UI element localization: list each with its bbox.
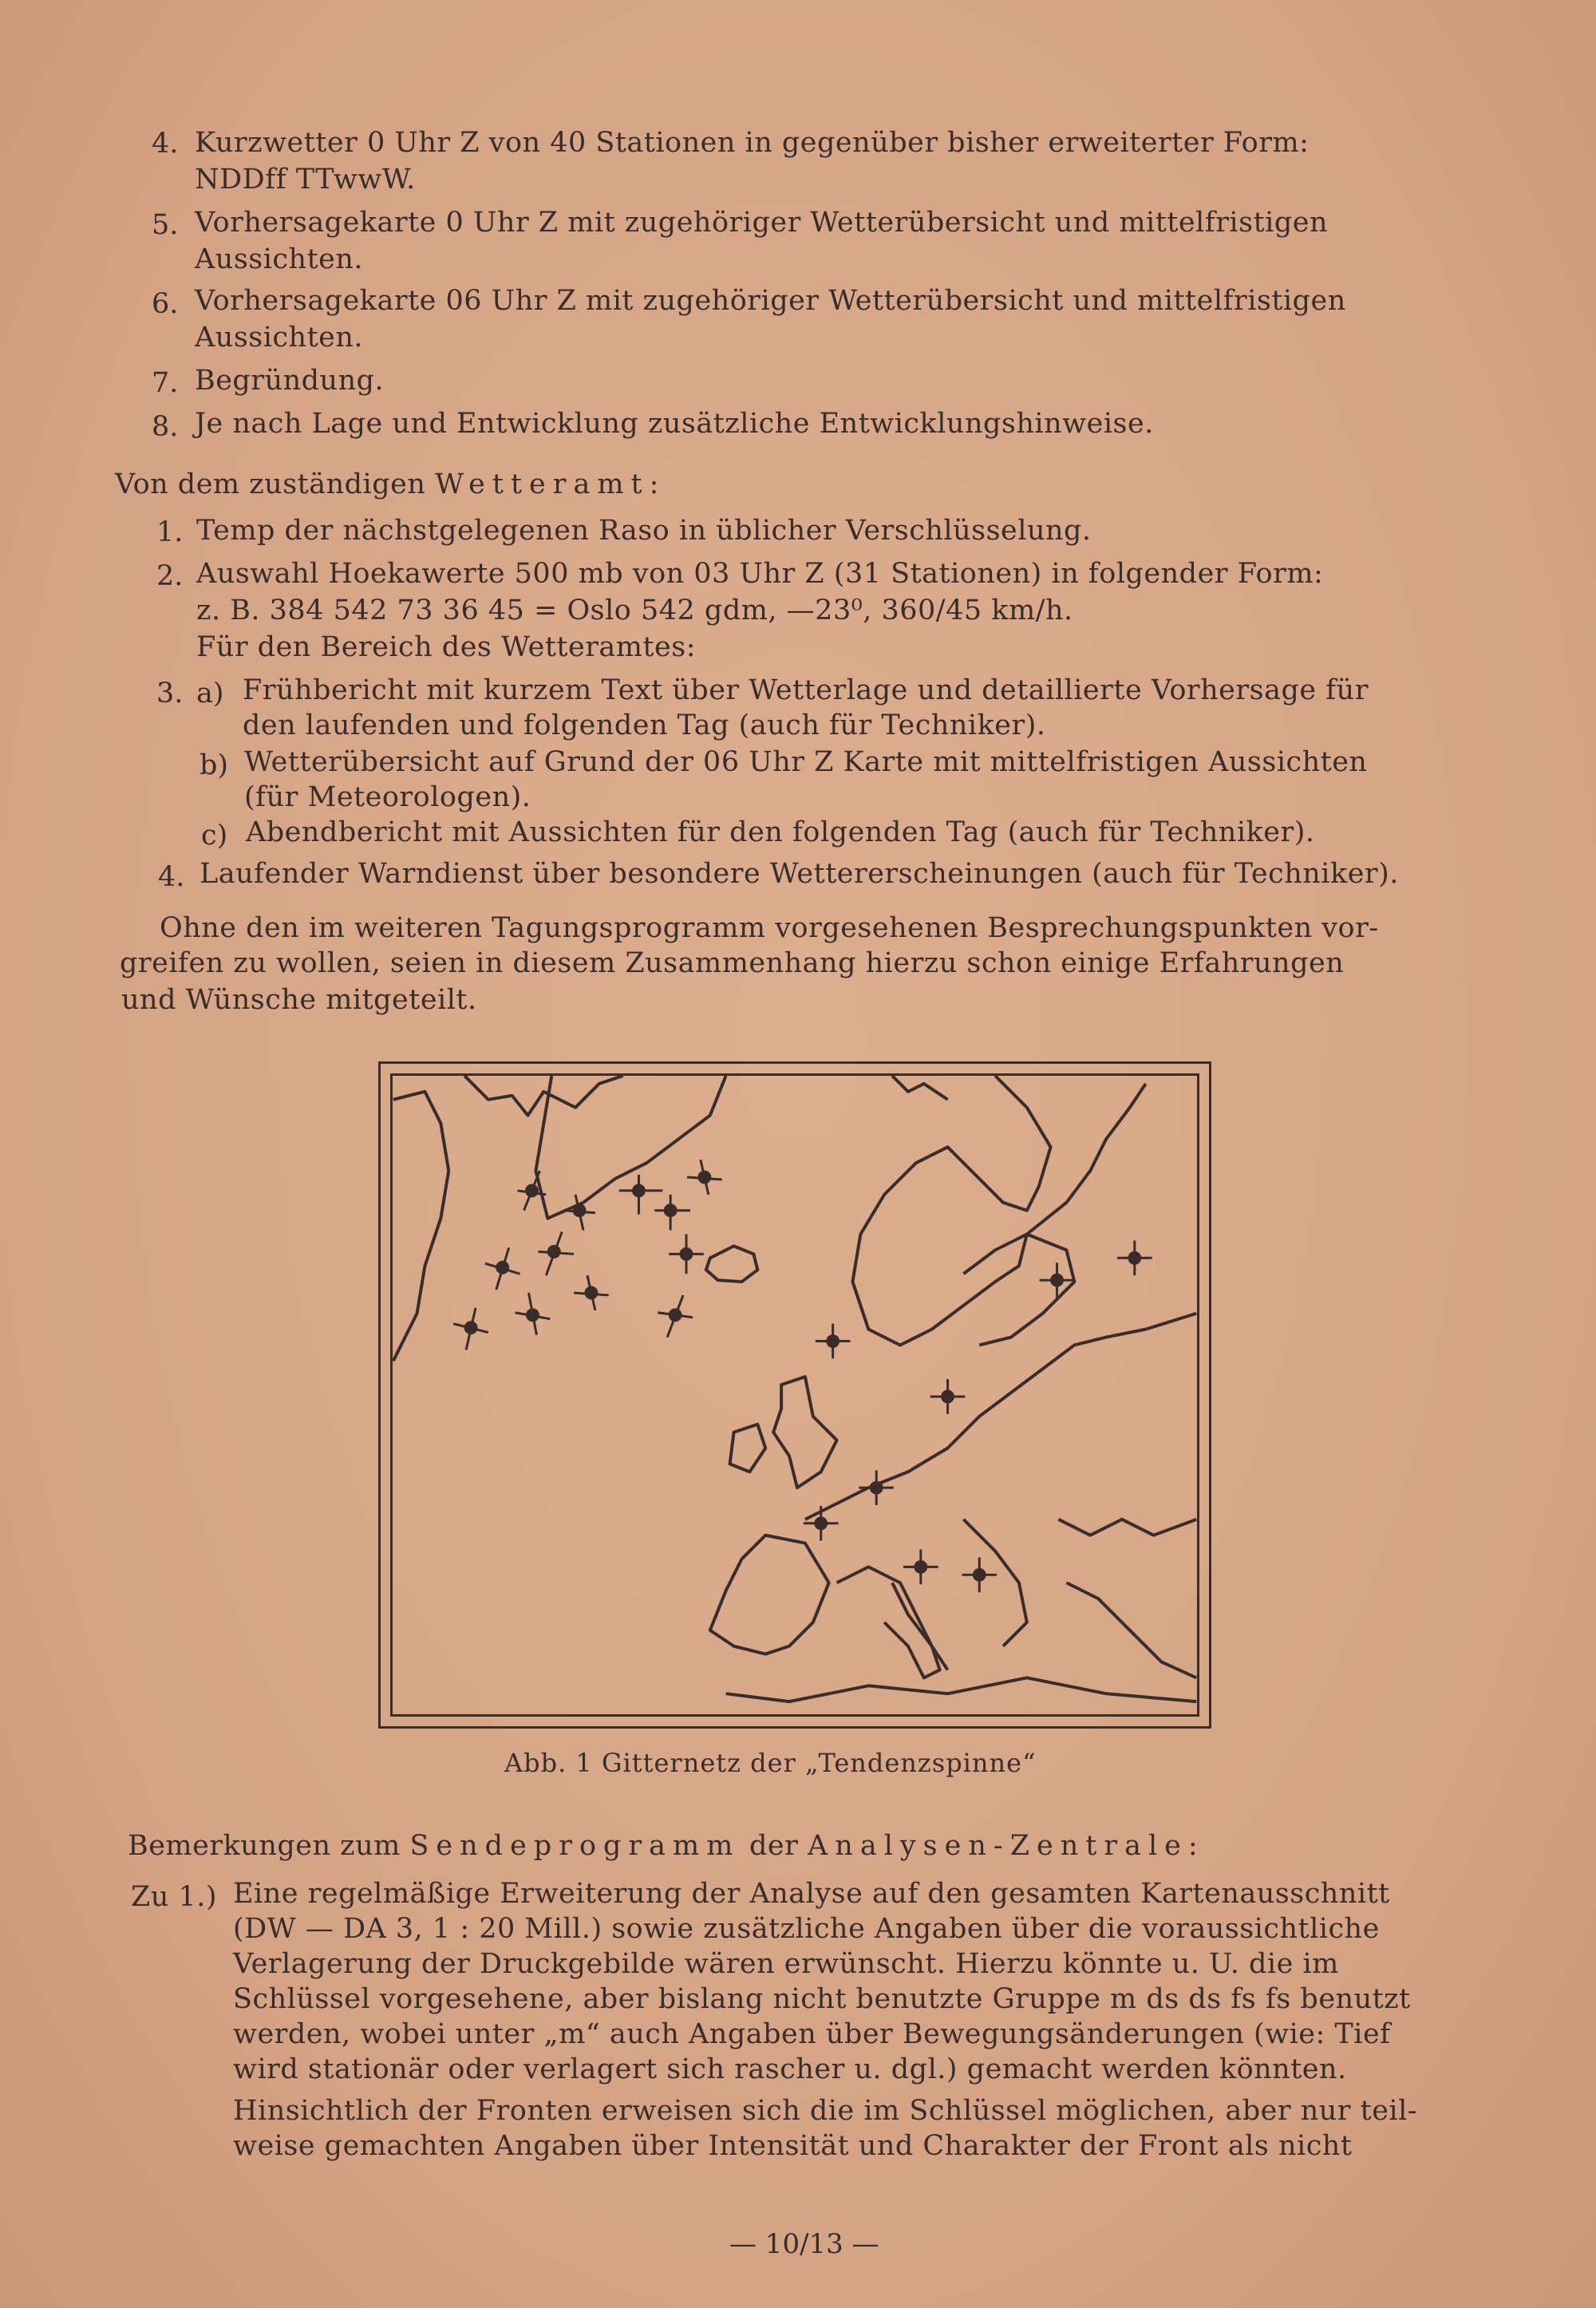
coastline-continent [710, 1314, 1196, 1701]
list-item-number: 2. [156, 560, 184, 592]
map-frame [390, 1073, 1199, 1717]
list-item-number: 6. [152, 288, 179, 320]
list-item-text: z. B. 384 542 73 36 45 = Oslo 542 gdm, —23⁰, 360/45 km/h. [196, 595, 1073, 626]
sub-item-text: Abendbericht mit Aussichten für den folgenden Tag (auch für Techniker). [246, 816, 1315, 848]
list-item-text: Kurzwetter 0 Uhr Z von 40 Stationen in gegenüber bisher erweiterter Form: [195, 127, 1310, 159]
remark-line: Verlagerung der Druckgebilde wären erwünscht. Hierzu könnte u. U. die im [233, 1948, 1339, 1980]
sub-item-text: Frühbericht mit kurzem Text über Wetterlage und detaillierte Vorhersage für [243, 674, 1369, 706]
station-marker [962, 1557, 997, 1592]
list-item-number: 4. [152, 128, 179, 160]
paragraph-line: Ohne den im weiteren Tagungsprogramm vorgesehenen Besprechungspunkten vor- [160, 912, 1379, 944]
map-figure [378, 1061, 1211, 1729]
list-item-text: Vorhersagekarte 0 Uhr Z mit zugehöriger Wetterübersicht und mittelfristigen [195, 207, 1328, 239]
station-marker [538, 1232, 574, 1276]
remark-line: Schlüssel vorgesehene, aber bislang nicht benutzte Gruppe m ds ds fs fs benutzt [233, 1983, 1411, 2015]
remark-line: Hinsichtlich der Fronten erweisen sich die im Schlüssel möglichen, aber nur teil- [233, 2095, 1418, 2127]
list-item-text: Laufender Warndienst über besondere Wettererscheinungen (auch für Techniker). [200, 858, 1399, 890]
station-marker [1117, 1240, 1152, 1275]
sub-item-text: (für Meteorologen). [244, 781, 531, 813]
station-marker [1040, 1263, 1075, 1298]
list-item-text: Begründung. [195, 365, 385, 397]
station-marker [485, 1247, 520, 1290]
station-marker [859, 1470, 894, 1505]
section-heading: Bemerkungen zum Sendeprogramm der Analysen-Zentrale: [128, 1830, 1205, 1862]
station-marker [654, 1195, 690, 1231]
remark-line: Eine regelmäßige Erweiterung der Analyse auf den gesamten Kartenausschnitt [233, 1878, 1390, 1910]
page-number: — 10/13 — [729, 2228, 879, 2260]
europe-grid-map [393, 1076, 1197, 1714]
station-marker [574, 1275, 609, 1310]
sub-item-text: Wetterübersicht auf Grund der 06 Uhr Z Karte mit mittelfristigen Aussichten [244, 746, 1368, 778]
station-marker [687, 1160, 722, 1195]
coastline-ireland [730, 1425, 766, 1472]
station-marker [816, 1324, 851, 1359]
list-item-text: Temp der nächstgelegenen Raso in üblicher Verschlüsselung. [196, 515, 1092, 547]
station-marker [619, 1175, 663, 1215]
coastline-italy [884, 1583, 939, 1678]
coastline-greenland [464, 1076, 726, 1219]
station-marker [563, 1195, 595, 1231]
list-item-number: 7. [152, 367, 179, 399]
list-item-text: Je nach Lage und Entwicklung zusätzliche Entwicklungshinweise. [195, 408, 1154, 440]
paragraph-line: greifen zu wollen, seien in diesem Zusammenhang hierzu schon einige Erfahrungen [120, 947, 1345, 979]
list-item-text: Aussichten. [195, 243, 364, 275]
list-item-number: 4. [158, 861, 185, 893]
list-item-number: 1. [156, 516, 184, 548]
station-marker [453, 1308, 488, 1350]
list-item-text: Aussichten. [195, 322, 364, 354]
sub-item-label: a) [196, 678, 224, 709]
paragraph-line: und Wünsche mitgeteilt. [121, 984, 477, 1016]
list-item-number: 5. [152, 209, 179, 241]
station-marker [516, 1293, 551, 1335]
station-marker [804, 1506, 839, 1541]
sub-item-text: den laufenden und folgenden Tag (auch für Techniker). [243, 709, 1046, 741]
station-marker [903, 1550, 938, 1585]
list-item-text: Auswahl Hoekawerte 500 mb von 03 Uhr Z (31 Stationen) in folgender Form: [196, 558, 1324, 590]
station-marker [669, 1235, 704, 1275]
coastline-canada [393, 1092, 448, 1361]
remark-line: wird stationär oder verlagert sich rascher u. dgl.) gemacht werden könnten. [233, 2053, 1347, 2085]
list-item-number: 3. [156, 678, 184, 709]
figure-caption: Abb. 1 Gitternetz der „Tendenzspinne“ [504, 1748, 1037, 1778]
remark-line: werden, wobei unter „m“ auch Angaben über Bewegungsänderungen (wie: Tief [233, 2018, 1391, 2050]
coastline-britain [773, 1377, 836, 1488]
list-item-text: NDDff TTwwW. [195, 164, 416, 196]
sub-item-label: c) [201, 820, 228, 852]
section-heading: Von dem zuständigen Wetteramt: [115, 468, 666, 500]
coastline-scandinavia [852, 1076, 1145, 1345]
list-item-text: Vorhersagekarte 06 Uhr Z mit zugehöriger Wetterübersicht und mittelfristigen [195, 285, 1346, 317]
remark-label: Zu 1.) [131, 1881, 218, 1913]
remark-line: (DW — DA 3, 1 : 20 Mill.) sowie zusätzliche Angaben über die voraussichtliche [233, 1913, 1380, 1945]
remark-line: weise gemachten Angaben über Intensität und Charakter der Front als nicht [233, 2130, 1353, 2162]
station-marker [658, 1295, 693, 1338]
sub-item-label: b) [200, 749, 229, 781]
coastline-iceland [706, 1246, 758, 1282]
station-marker [930, 1379, 966, 1414]
list-item-text: Für den Bereich des Wetteramtes: [196, 631, 697, 663]
list-item-number: 8. [152, 411, 179, 443]
